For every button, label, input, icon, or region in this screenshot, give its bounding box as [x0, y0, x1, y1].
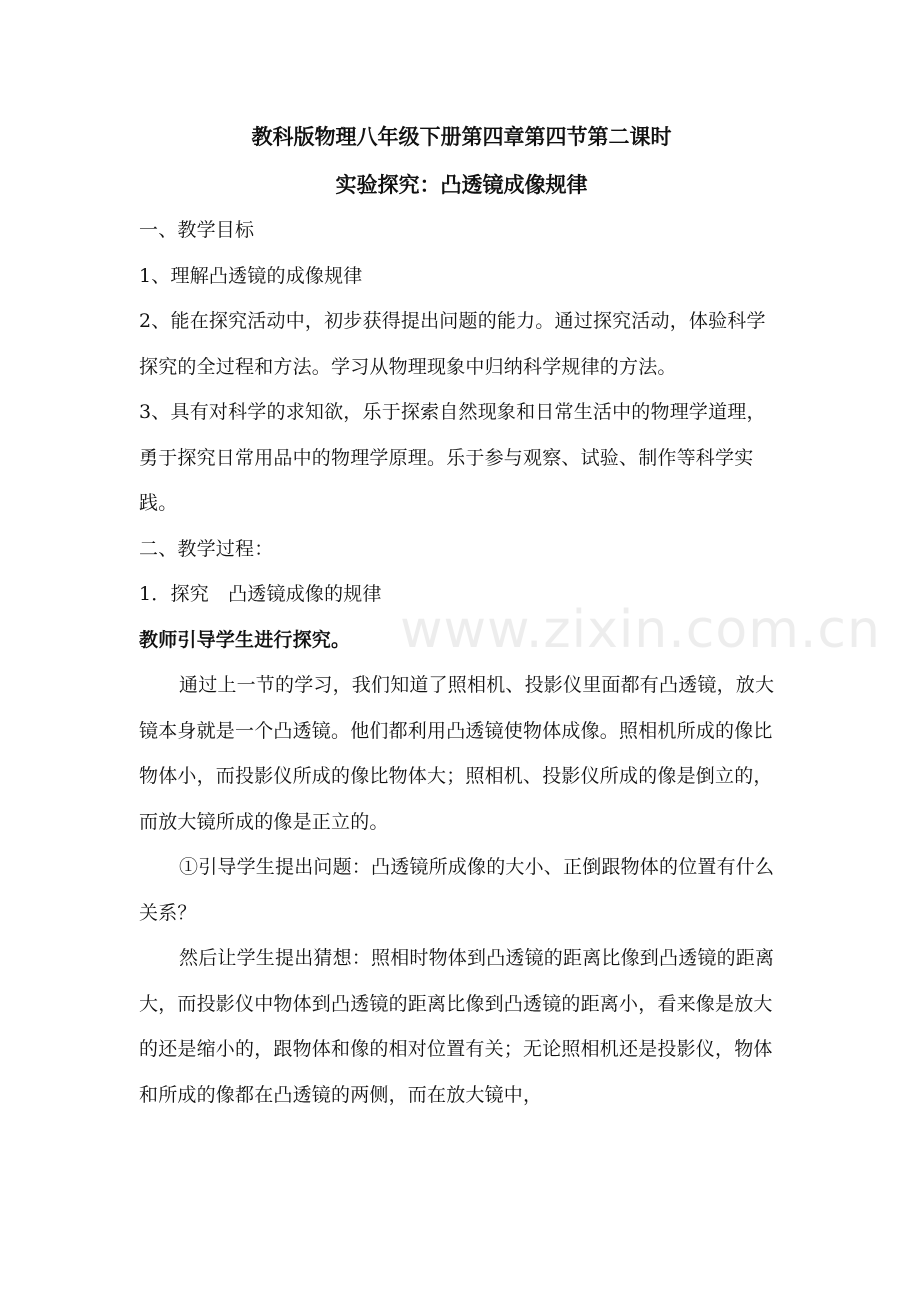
- objective-item-1: 1、理解凸透镜的成像规律: [139, 264, 363, 287]
- body-paragraph-intro: 通过上一节的学习，我们知道了照相机、投影仪里面都有凸透镜，放大镜本身就是一个凸透镜。他们都利用凸透镜使物体成像。照相机所成的像比物体小，而投影仪所成的像比物体大；照相机、投影仪所成的像是倒立的，而放大镜所成的像是正立的。: [139, 674, 775, 833]
- teacher-guidance-heading: 教师引导学生进行探究。: [139, 628, 351, 651]
- objective-item-2: 2、能在探究活动中，初步获得提出问题的能力。通过探究活动，体验科学探究的全过程和方法。学习从物理现象中归纳科学规律的方法。: [139, 310, 766, 378]
- body-paragraph-question: ①引导学生提出问题：凸透镜所成像的大小、正倒跟物体的位置有什么关系？: [139, 856, 775, 924]
- document-body: [139, 118, 784, 1118]
- section-heading-process: 二、教学过程：: [139, 537, 274, 560]
- body-paragraph-hypothesis: 然后让学生提出猜想：照相时物体到凸透镜的距离比像到凸透镜的距离大，而投影仪中物体到凸透镜的距离比像到凸透镜的距离小，看来像是放大的还是缩小的，跟物体和像的相对位置有关；无论照相机还是投影仪，物体和所成的像都在凸透镜的两侧，而在放大镜中，: [139, 947, 775, 1106]
- objective-item-3: 3、具有对科学的求知欲，乐于探索自然现象和日常生活中的物理学道理，勇于探究日常用品中的物理学原理。乐于参与观察、试验、制作等科学实践。: [139, 401, 766, 514]
- section-heading-objectives: 一、教学目标: [139, 219, 255, 241]
- title-block: [139, 118, 784, 204]
- document-subtitle: 实验探究：凸透镜成像规律: [335, 173, 588, 197]
- process-item-1: 1．探究 凸透镜成像的规律: [139, 583, 382, 605]
- document-title: 教科版物理八年级下册第四章第四节第二课时: [251, 125, 672, 149]
- watermark: www.zixin.com.cn: [400, 600, 881, 660]
